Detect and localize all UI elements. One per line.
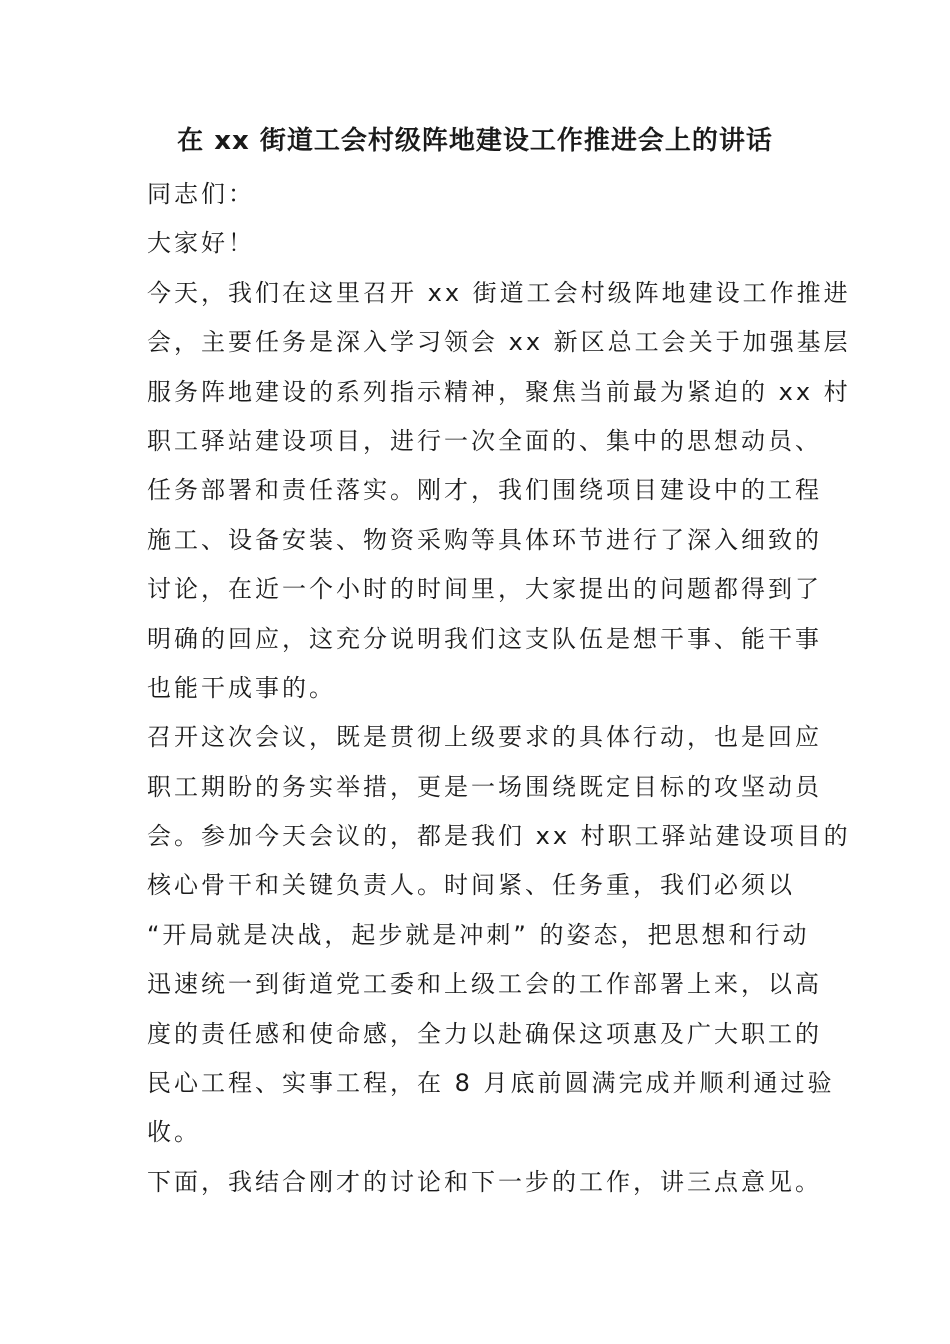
paragraph-line: 也能干成事的。 bbox=[147, 673, 336, 702]
paragraph-line: 下面，我结合刚才的讨论和下一步的工作，讲三点意见。 bbox=[147, 1167, 822, 1196]
paragraph-line: 职工期盼的务实举措，更是一场围绕既定目标的攻坚动员 bbox=[147, 772, 822, 801]
paragraph-line: “开局就是决战，起步就是冲刺” 的姿态，把思想和行动 bbox=[147, 920, 810, 949]
paragraph-2 bbox=[147, 713, 851, 1158]
paragraph-line: 会。参加今天会议的，都是我们 xx 村职工驿站建设项目的 bbox=[147, 822, 851, 851]
salutation: 同志们： bbox=[147, 180, 255, 208]
paragraph-line: 明确的回应，这充分说明我们这支队伍是想干事、能干事 bbox=[147, 624, 822, 653]
paragraph-1 bbox=[147, 269, 851, 714]
greeting: 大家好！ bbox=[147, 229, 255, 258]
paragraph-line: 收。 bbox=[147, 1118, 201, 1147]
paragraph-3 bbox=[147, 1158, 822, 1207]
speech-body bbox=[147, 170, 851, 1207]
paragraph-line: 核心骨干和关键负责人。时间紧、任务重，我们必须以 bbox=[147, 871, 795, 900]
paragraph-line: 会，主要任务是深入学习领会 xx 新区总工会关于加强基层 bbox=[147, 328, 851, 357]
paragraph-line: 今天，我们在这里召开 xx 街道工会村级阵地建设工作推进 bbox=[147, 278, 851, 307]
document-title: 在 xx 街道工会村级阵地建设工作推进会上的讲话 bbox=[177, 126, 773, 156]
paragraph-line: 职工驿站建设项目，进行一次全面的、集中的思想动员、 bbox=[147, 426, 822, 455]
paragraph-line: 召开这次会议，既是贯彻上级要求的具体行动，也是回应 bbox=[147, 723, 822, 752]
paragraph-line: 度的责任感和使命感，全力以赴确保这项惠及广大职工的 bbox=[147, 1019, 822, 1048]
paragraph-line: 施工、设备安装、物资采购等具体环节进行了深入细致的 bbox=[147, 525, 822, 554]
paragraph-line: 服务阵地建设的系列指示精神，聚焦当前最为紧迫的 xx 村 bbox=[147, 377, 851, 406]
paragraph-line: 讨论，在近一个小时的时间里，大家提出的问题都得到了 bbox=[147, 575, 822, 604]
paragraph-line: 迅速统一到街道党工委和上级工会的工作部署上来，以高 bbox=[147, 970, 822, 999]
paragraph-line: 民心工程、实事工程，在 8 月底前圆满完成并顺利通过验 bbox=[147, 1069, 835, 1098]
paragraph-line: 任务部署和责任落实。刚才，我们围绕项目建设中的工程 bbox=[147, 476, 822, 505]
